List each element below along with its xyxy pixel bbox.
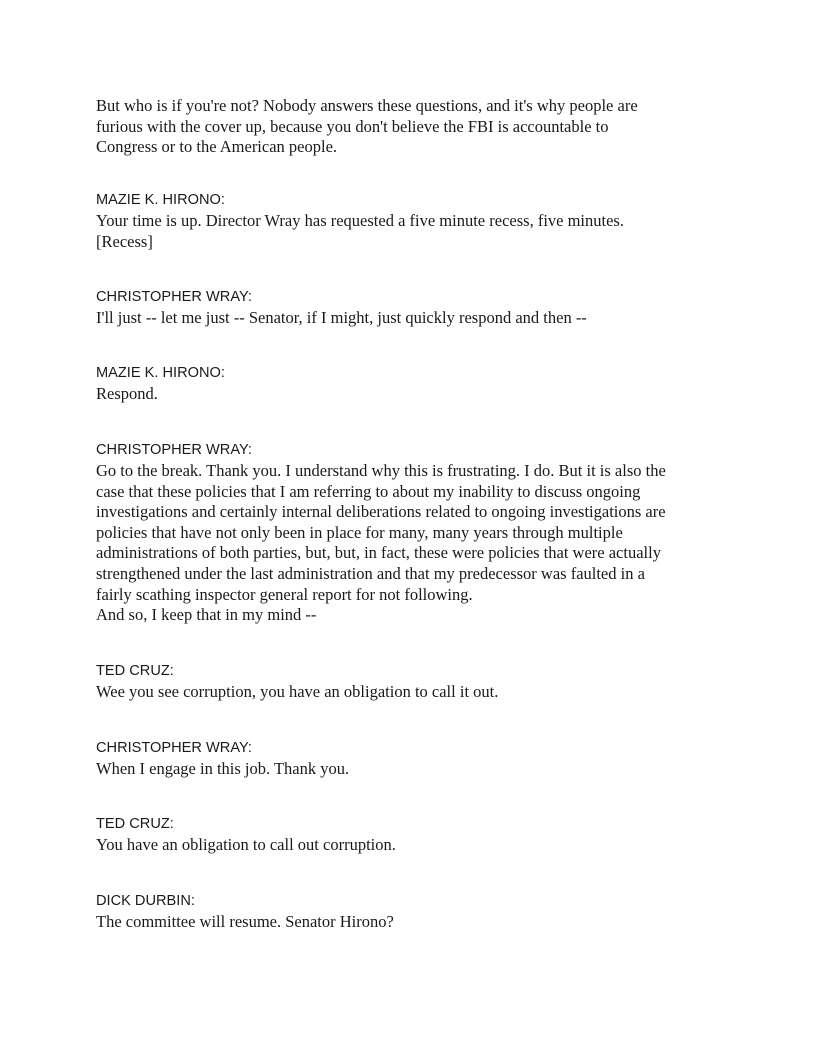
speaker-name: TED CRUZ:: [96, 663, 174, 679]
transcript-block: [96, 739, 736, 780]
speaker-name: CHRISTOPHER WRAY:: [96, 740, 252, 756]
text-line: Your time is up. Director Wray has requested a five minute recess, five minutes.: [96, 211, 624, 230]
text-line: policies that have not only been in place for many, many years through multiple: [96, 522, 623, 542]
speech-text: [96, 211, 736, 252]
text-line: The committee will resume. Senator Hirono?: [96, 912, 394, 931]
text-line: Congress or to the American people.: [96, 137, 338, 157]
speaker-name: MAZIE K. HIRONO:: [96, 365, 225, 381]
speech-text: [96, 759, 736, 780]
text-line: And so, I keep that in my mind --: [96, 605, 317, 625]
speech-text: [96, 461, 736, 626]
text-line: Wee you see corruption, you have an obligation to call it out.: [96, 682, 499, 701]
text-line: case that these policies that I am referring to about my inability to discuss ongoing: [96, 481, 641, 501]
transcript-block: [96, 364, 736, 405]
text-line: Respond.: [96, 384, 158, 403]
text-line: I'll just -- let me just -- Senator, if I might, just quickly respond and then --: [96, 308, 587, 327]
text-line: strengthened under the last administration and that my predecessor was faulted in a: [96, 563, 645, 583]
transcript-block: [96, 815, 736, 856]
transcript-block: [96, 191, 736, 252]
transcript-block: [96, 96, 736, 158]
transcript-block: [96, 288, 736, 329]
speech-text: [96, 308, 736, 329]
text-line: fairly scathing inspector general report for not following.: [96, 584, 473, 604]
text-line: You have an obligation to call out corruption.: [96, 835, 396, 854]
text-line: investigations and certainly internal deliberations related to ongoing investigations are: [96, 502, 666, 522]
text-line: But who is if you're not? Nobody answers these questions, and it's why people are: [96, 96, 638, 115]
transcript-block: [96, 441, 736, 626]
speaker-name: MAZIE K. HIRONO:: [96, 192, 225, 208]
speech-text: [96, 912, 736, 933]
speaker-name: TED CRUZ:: [96, 816, 174, 832]
speech-text: [96, 682, 736, 703]
transcript-block: [96, 892, 736, 933]
transcript-block: [96, 662, 736, 703]
text-line: furious with the cover up, because you don't believe the FBI is accountable to: [96, 116, 609, 136]
text-line: [Recess]: [96, 231, 153, 251]
text-line: administrations of both parties, but, but, in fact, these were policies that were actually: [96, 543, 661, 563]
speaker-name: CHRISTOPHER WRAY:: [96, 289, 252, 305]
speaker-name: CHRISTOPHER WRAY:: [96, 442, 252, 458]
text-line: Go to the break. Thank you. I understand why this is frustrating. I do. But it is also the: [96, 461, 666, 480]
speaker-name: DICK DURBIN:: [96, 893, 195, 909]
speech-text: [96, 384, 736, 405]
speech-text: [96, 96, 736, 158]
text-line: When I engage in this job. Thank you.: [96, 759, 350, 778]
speech-text: [96, 835, 736, 856]
